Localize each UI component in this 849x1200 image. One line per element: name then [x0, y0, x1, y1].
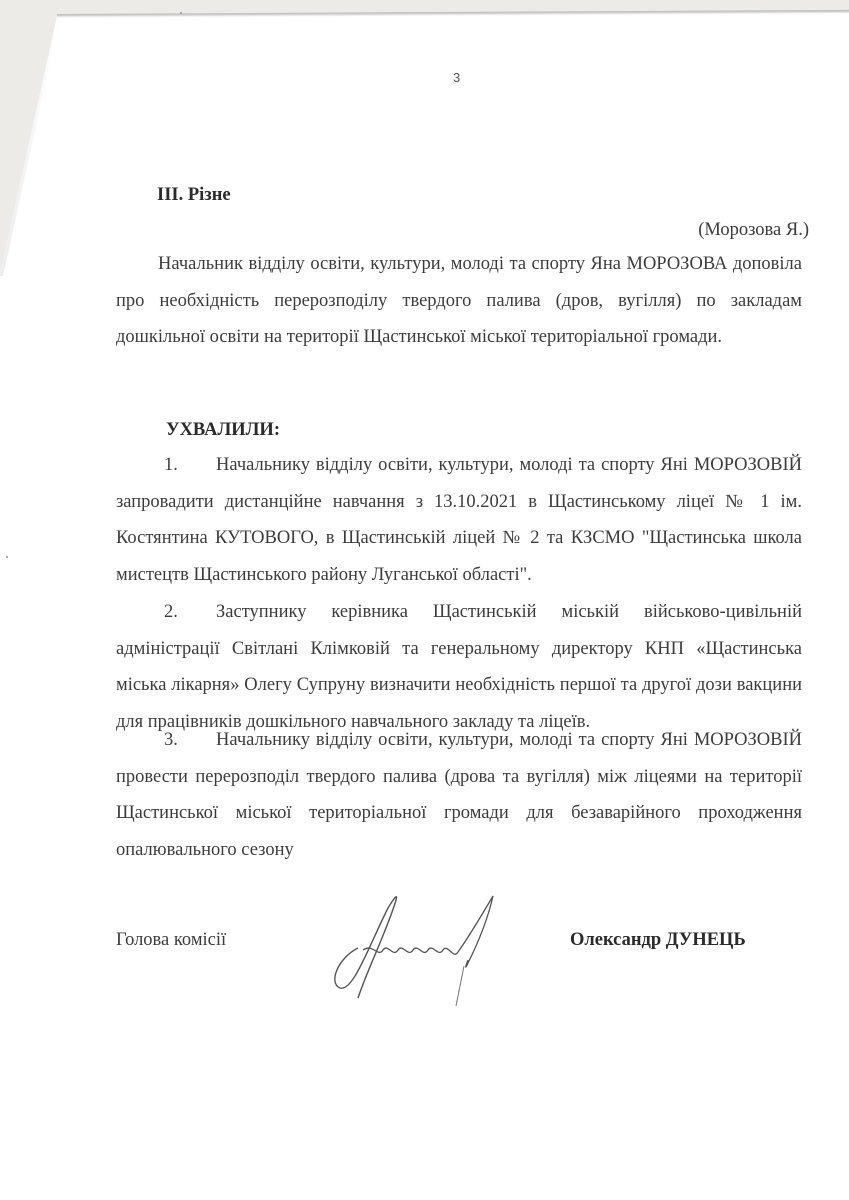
signer-title: Голова комісії: [116, 930, 227, 950]
scan-speck: [180, 12, 182, 14]
item-text: Заступнику керівника Щастинській міській військово-цивільній адміністрації Світлані Клімковій та генеральному директору КНП «Щастинська міська лікарня» Олегу Супруну визначити необхідність першої та другої дози вакцини для працівників дошкільного навчального закладу та ліцеїв.: [116, 602, 802, 732]
handwritten-signature: [318, 888, 508, 1008]
item-text: Начальнику відділу освіти, культури, молоді та спорту Яні МОРОЗОВІЙ запровадити дистанційне навчання з 13.10.2021 в Щастинському ліцеї № 1 ім. Костянтина КУТОВОГО, в Щастинській ліцей № 2 та КЗСМО "Щастинська школа мистецтв Щастинського району Луганської області".: [116, 455, 802, 585]
item-number: 3.: [164, 730, 178, 750]
resolution-item: [116, 722, 802, 868]
item-number: 2.: [164, 602, 178, 622]
item-number: 1.: [164, 455, 178, 475]
resolution-item: [116, 447, 802, 593]
resolution-heading: УХВАЛИЛИ:: [166, 420, 280, 440]
scan-speck: [6, 556, 8, 558]
page-number: 3: [453, 70, 461, 85]
item-text: Начальнику відділу освіти, культури, молоді та спорту Яні МОРОЗОВІЙ провести перерозподіл твердого палива (дрова та вугілля) між ліцеями на території Щастинської міської територіальної громади для безаварійного проходження опалювального сезону: [116, 730, 802, 860]
resolution-item: [116, 594, 802, 740]
report-paragraph: Начальник відділу освіти, культури, молоді та спорту Яна МОРОЗОВА доповіла про необхідність перерозподілу твердого палива (дров, вугілля) по закладам дошкільної освіти на території Щастинської міської територіальної громади.: [116, 254, 802, 347]
section-title: III. Різне: [157, 185, 231, 205]
speaker-name: (Морозова Я.): [698, 220, 809, 240]
signer-name: Олександр ДУНЕЦЬ: [570, 930, 746, 950]
